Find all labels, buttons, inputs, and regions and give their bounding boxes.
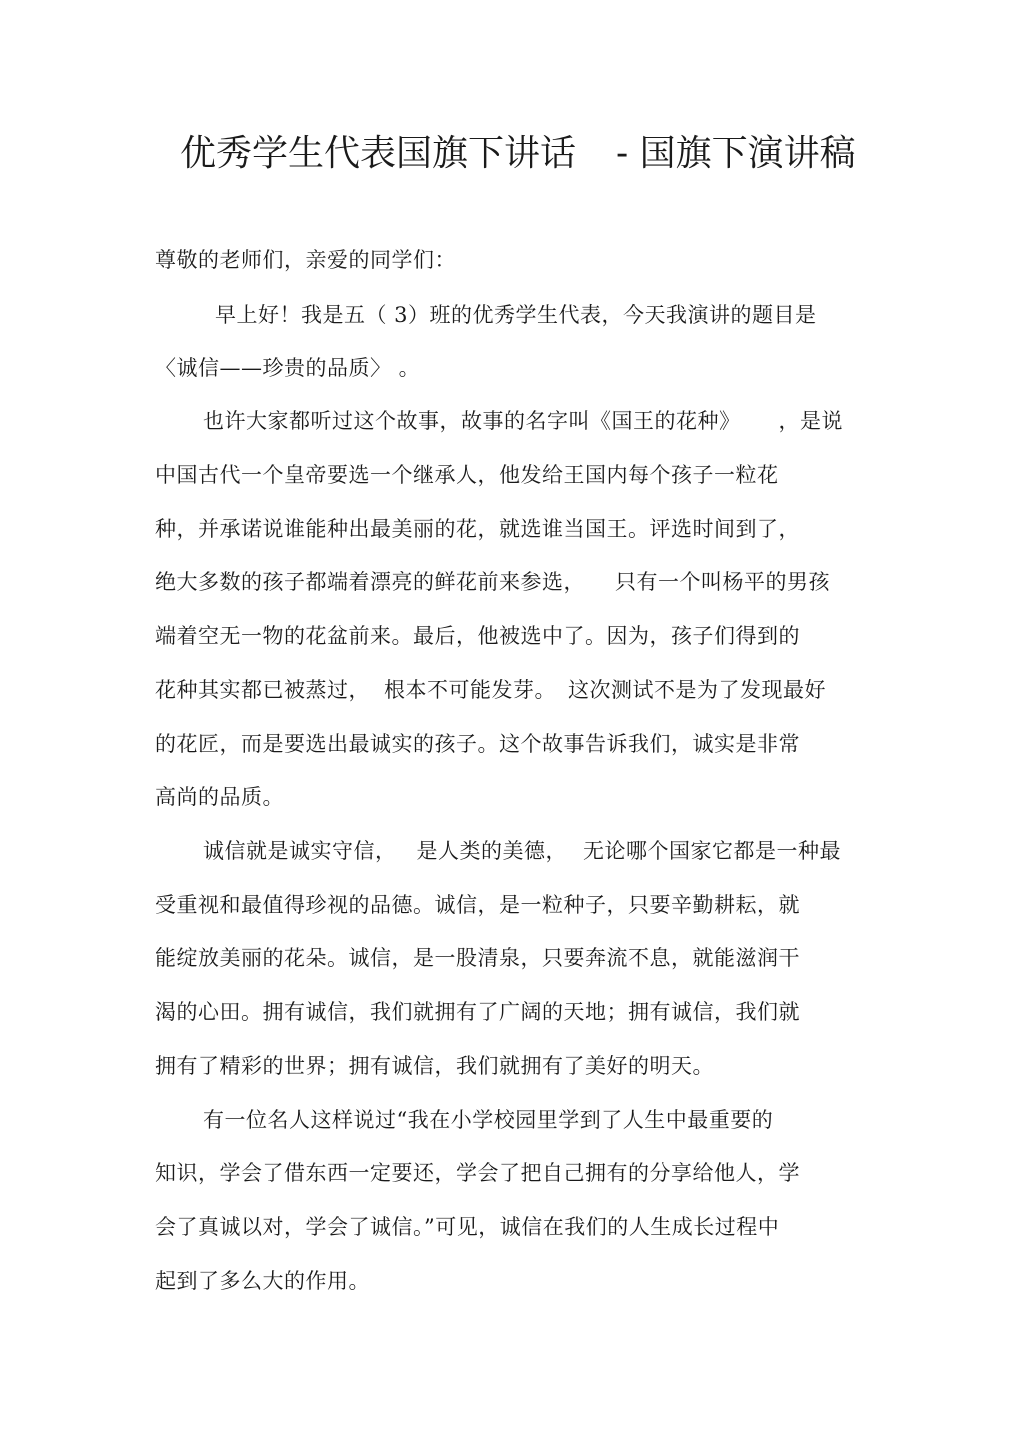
title-sub: - 国旗下演讲稿	[616, 133, 856, 174]
paragraph-2-line-6-part-b: 根本不可能发芽。	[384, 678, 556, 702]
paragraph-2-line-5: 端着空无一物的花盆前来。最后，他被选中了。因为，孩子们得到的	[155, 624, 800, 648]
paragraph-2-line-2: 中国古代一个皇帝要选一个继承人，他发给王国内每个孩子一粒花	[155, 463, 779, 487]
paragraph-3-line-1-part-a: 诚信就是诚实守信，	[203, 839, 397, 863]
paragraph-3-line-4: 渴的心田。拥有诚信，我们就拥有了广阔的天地；拥有诚信，我们就	[155, 1000, 800, 1024]
paragraph-3-line-1-part-c: 无论哪个国家它都是一种最	[583, 839, 841, 863]
paragraph-2-line-1	[203, 406, 843, 436]
paragraph-4-line-4: 起到了多么大的作用。	[155, 1269, 370, 1293]
title-main: 优秀学生代表国旗下讲话	[180, 133, 577, 174]
paragraph-3-line-5: 拥有了精彩的世界；拥有诚信，我们就拥有了美好的明天。	[155, 1054, 714, 1078]
paragraph-2-line-4-part-b: 只有一个叫杨平的男孩	[615, 570, 830, 594]
paragraph-2-line-6	[155, 675, 826, 705]
paragraph-1-line-2: 〈诚信——珍贵的品质〉 。	[155, 356, 421, 380]
paragraph-3-line-2: 受重视和最值得珍视的品德。诚信，是一粒种子，只要辛勤耕耘，就	[155, 893, 800, 917]
paragraph-2-line-3: 种，并承诺说谁能种出最美丽的花，就选谁当国王。评选时间到了，	[155, 517, 800, 541]
paragraph-3-line-1	[203, 836, 841, 866]
paragraph-2-line-1-part-a: 也许大家都听过这个故事，故事的名字叫《国王的花种》	[203, 409, 741, 433]
paragraph-2-line-6-part-a: 花种其实都已被蒸过，	[155, 678, 370, 702]
paragraph-2-line-4	[155, 567, 830, 597]
greeting-line: 尊敬的老师们，亲爱的同学们：	[155, 248, 456, 272]
paragraph-1-line-1: 早上好！我是五（ 3）班的优秀学生代表，今天我演讲的题目是	[215, 303, 817, 327]
paragraph-4-line-3: 会了真诚以对，学会了诚信。”可见，诚信在我们的人生成长过程中	[155, 1215, 780, 1239]
paragraph-4-line-2: 知识，学会了借东西一定要还，学会了把自己拥有的分享给他人，学	[155, 1161, 800, 1185]
paragraph-3-line-1-part-b: 是人类的美德，	[416, 839, 567, 863]
paragraph-2-line-6-part-c: 这次测试不是为了发现最好	[568, 678, 826, 702]
paragraph-2-line-8: 高尚的品质。	[155, 785, 284, 809]
paragraph-4-line-1: 有一位名人这样说过“我在小学校园里学到了人生中最重要的	[203, 1108, 774, 1132]
document-title	[180, 128, 880, 180]
paragraph-2-line-1-part-b: ，是说	[778, 409, 843, 433]
paragraph-2-line-7: 的花匠，而是要选出最诚实的孩子。这个故事告诉我们，诚实是非常	[155, 732, 800, 756]
paragraph-2-line-4-part-a: 绝大多数的孩子都端着漂亮的鲜花前来参选，	[155, 570, 585, 594]
paragraph-3-line-3: 能绽放美丽的花朵。诚信，是一股清泉，只要奔流不息，就能滋润干	[155, 946, 800, 970]
